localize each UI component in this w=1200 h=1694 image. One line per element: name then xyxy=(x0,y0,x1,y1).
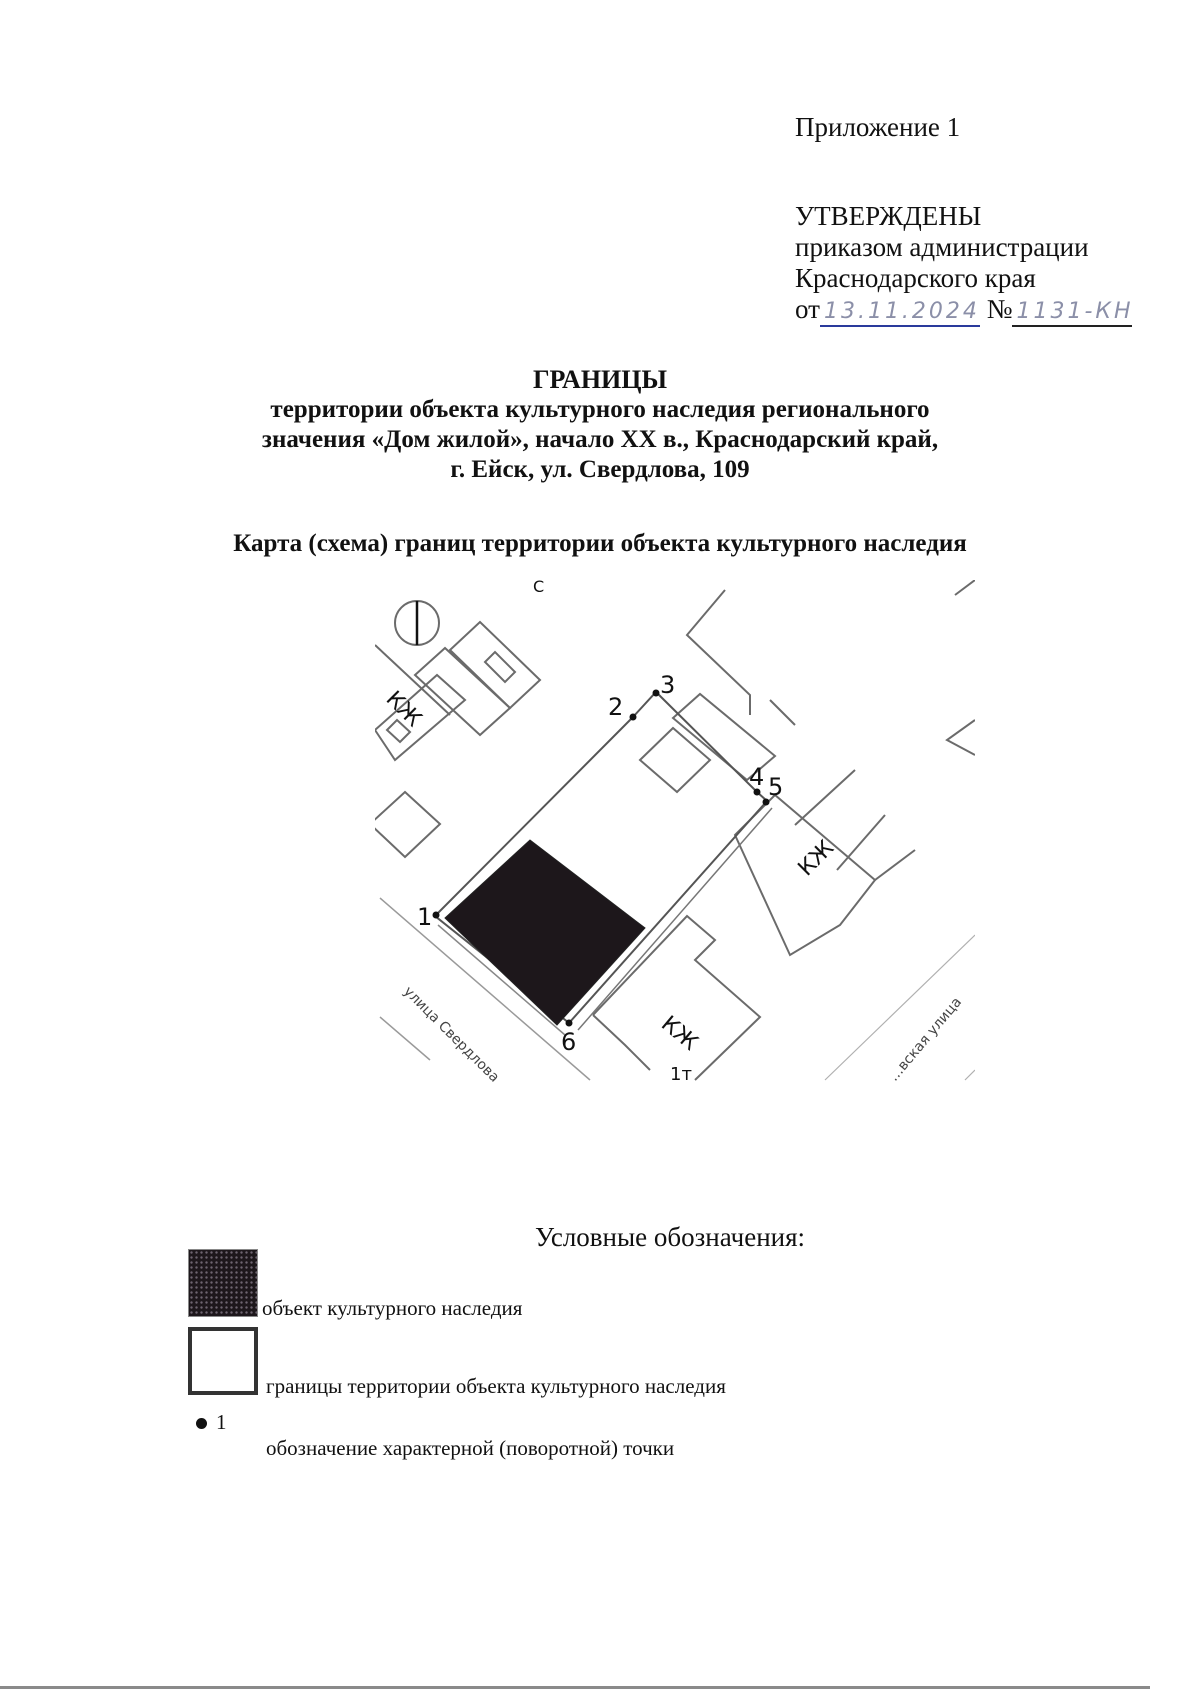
partial-label: 1т xyxy=(670,1064,692,1085)
heritage-object xyxy=(445,840,645,1025)
building-label-3: КЖ xyxy=(656,1011,703,1056)
legend-point-marker-label: 1 xyxy=(216,1410,227,1434)
street-label-second: …вская улица xyxy=(885,994,966,1085)
title-line-2: значения «Дом жилой», начало XX в., Краснодарский край, xyxy=(261,426,939,453)
point-label-3: 3 xyxy=(660,671,676,699)
legend-label-territory-boundary: границы территории объекта культурного наследия xyxy=(266,1374,726,1398)
legend-label-turning-point: обозначение характерной (поворотной) точки xyxy=(266,1436,675,1460)
document-title xyxy=(0,365,1200,485)
title-line-1: территории объекта культурного наследия регионального xyxy=(270,396,930,423)
point-label-4: 4 xyxy=(749,763,765,791)
handwritten-date: 13.11.2024 xyxy=(823,299,980,324)
point-label-6: 6 xyxy=(561,1028,577,1056)
number-sign: № xyxy=(986,294,1013,324)
map-title: Карта (схема) границ территории объекта культурного наследия xyxy=(233,530,967,557)
north-label: С xyxy=(533,580,545,596)
order-label: приказом администрации xyxy=(795,232,1089,262)
building-label-2: КЖ xyxy=(793,835,840,882)
street-label-sverdlova: улица Свердлова xyxy=(400,983,503,1086)
approval-block xyxy=(795,112,1175,327)
north-arrow-icon xyxy=(395,601,439,645)
order-date-line xyxy=(795,294,1175,327)
order-number-field xyxy=(1012,296,1132,327)
legend-swatch-heritage-object xyxy=(188,1249,258,1317)
point-label-5: 5 xyxy=(768,773,784,801)
page-bottom-edge xyxy=(0,1686,1150,1689)
legend-label-heritage-object: объект культурного наследия xyxy=(262,1296,523,1320)
boundary-map xyxy=(375,580,975,1190)
date-prefix: от xyxy=(795,294,820,324)
legend-title: Условные обозначения: xyxy=(534,1222,806,1252)
point-label-2: 2 xyxy=(608,693,624,721)
point-label-1: 1 xyxy=(417,903,433,931)
title-line-3: г. Ейск, ул. Свердлова, 109 xyxy=(450,456,750,483)
order-date-field xyxy=(820,296,980,327)
legend-swatch-territory-boundary xyxy=(188,1327,258,1395)
handwritten-number: 1131-КН xyxy=(1016,299,1134,324)
region-label: Краснодарского края xyxy=(795,263,1036,293)
title-line-0: ГРАНИЦЫ xyxy=(532,365,668,394)
annex-label: Приложение 1 xyxy=(795,112,961,142)
building-label-1: КЖ xyxy=(380,686,427,733)
approved-label: УТВЕРЖДЕНЫ xyxy=(795,201,982,231)
legend-point-marker-icon xyxy=(196,1418,207,1429)
